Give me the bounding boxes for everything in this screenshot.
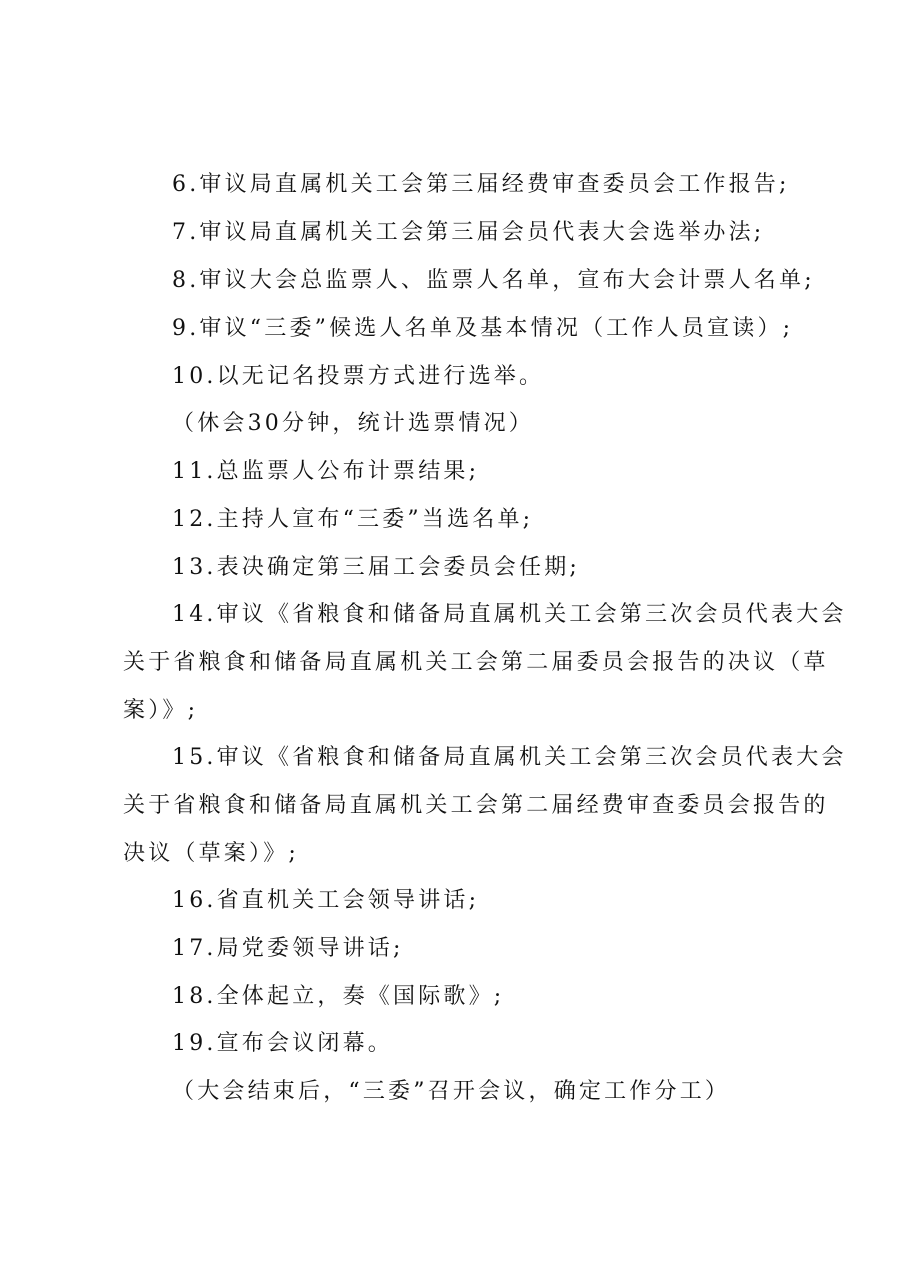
agenda-item-17: 17.局党委领导讲话;	[172, 936, 404, 961]
agenda-item-19: 19.宣布会议闭幕。	[172, 1031, 393, 1056]
agenda-item-15-line-2: 关于省粮食和储备局直属机关工会第二届经费审查委员会报告的	[123, 793, 829, 818]
agenda-item-13: 13.表决确定第三届工会委员会任期;	[172, 555, 581, 580]
agenda-item-7: 7.审议局直属机关工会第三届会员代表大会选举办法;	[172, 220, 765, 245]
agenda-item-14-line-2: 关于省粮食和储备局直属机关工会第二届委员会报告的决议（草	[123, 650, 829, 675]
agenda-item-14-line-1: 14.审议《省粮食和储备局直属机关工会第三次会员代表大会	[172, 602, 847, 627]
agenda-item-9: 9.审议“三委”候选人名单及基本情况（工作人员宣读）;	[172, 316, 794, 341]
agenda-item-11: 11.总监票人公布计票结果;	[172, 459, 480, 484]
agenda-item-14-line-3: 案）》;	[123, 698, 199, 723]
agenda-item-15-line-1: 15.审议《省粮食和储备局直属机关工会第三次会员代表大会	[172, 745, 847, 770]
agenda-item-16: 16.省直机关工会领导讲话;	[172, 888, 480, 913]
agenda-item-18: 18.全体起立，奏《国际歌》;	[172, 984, 505, 1009]
agenda-item-10: 10.以无记名投票方式进行选举。	[172, 364, 545, 389]
agenda-item-15-line-3: 决议（草案）》;	[123, 841, 300, 866]
recess-note: （休会30分钟，统计选票情况）	[172, 411, 534, 436]
closing-note: （大会结束后，“三委”召开会议，确定工作分工）	[172, 1079, 731, 1104]
agenda-item-8: 8.审议大会总监票人、监票人名单，宣布大会计票人名单;	[172, 268, 815, 293]
agenda-item-12: 12.主持人宣布“三委”当选名单;	[172, 507, 534, 532]
agenda-item-6: 6.审议局直属机关工会第三届经费审查委员会工作报告;	[172, 172, 790, 197]
